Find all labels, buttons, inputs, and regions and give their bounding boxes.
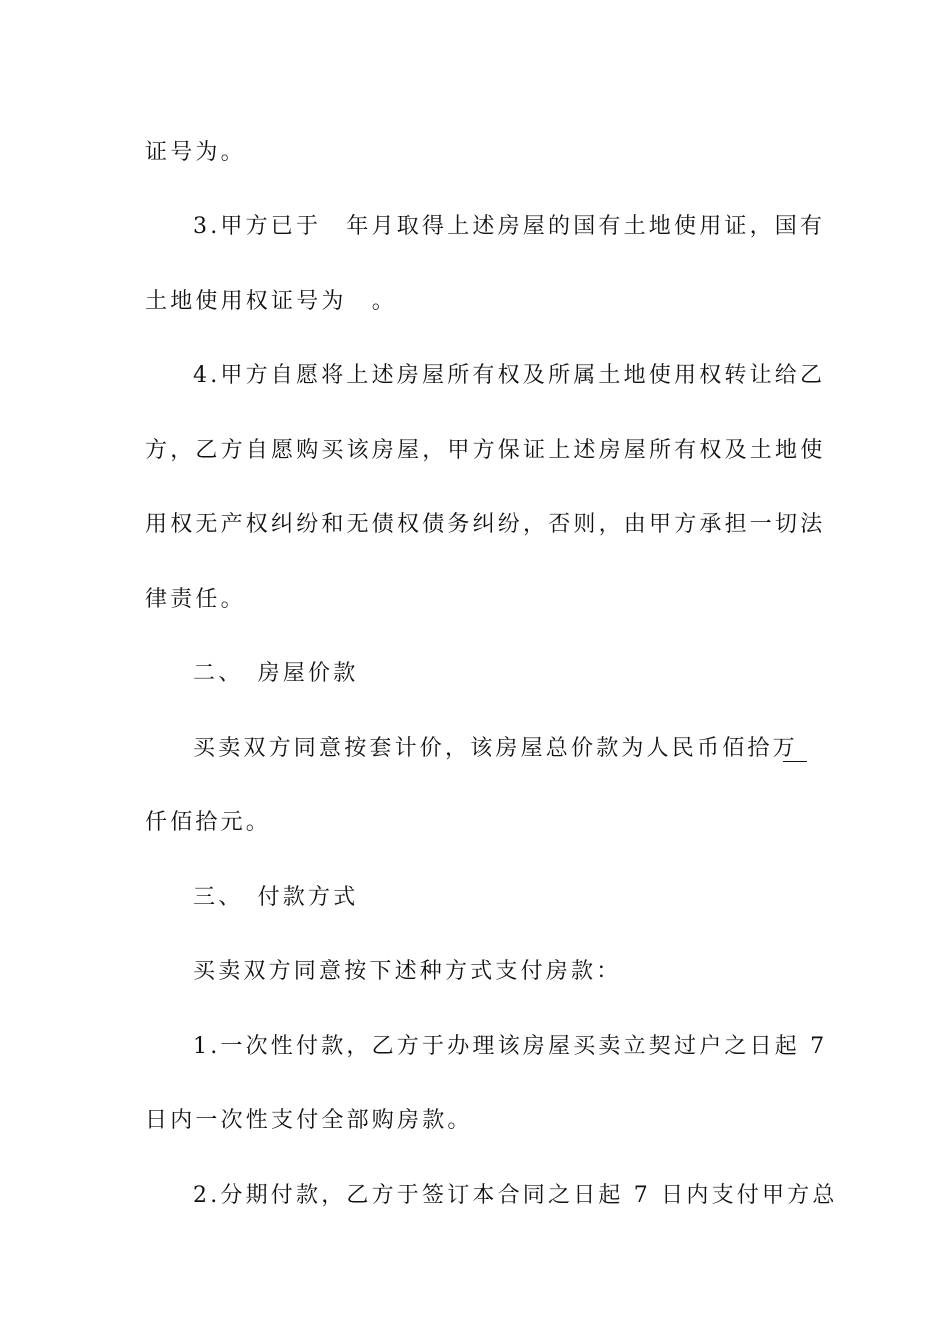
text-line: 土地使用权证号为 。 <box>145 289 398 314</box>
text-line: 买卖双方同意按下述种方式支付房款： <box>193 959 622 984</box>
blank-underline <box>783 737 807 762</box>
text-line: 日内一次性支付全部购房款。 <box>145 1108 473 1133</box>
text-line: 1.一次性付款，乙方于办理该房屋买卖立契过户之日起 7 <box>193 1034 828 1059</box>
section-heading: 二、 房屋价款 <box>193 661 359 686</box>
text-line: 买卖双方同意按套计价，该房屋总价款为人民币佰拾万 <box>193 736 798 761</box>
text-line: 方，乙方自愿购买该房屋，甲方保证上述房屋所有权及土地使 <box>145 438 826 463</box>
text-line: 证号为。 <box>145 140 246 165</box>
text-line: 仟佰拾元。 <box>145 810 272 835</box>
text-line: 律责任。 <box>145 587 246 612</box>
text-line: 3.甲方已于 年月取得上述房屋的国有土地使用证，国有 <box>193 214 826 239</box>
text-line: 4.甲方自愿将上述房屋所有权及所属土地使用权转让给乙 <box>193 363 826 388</box>
section-heading: 三、 付款方式 <box>193 885 359 910</box>
text-line: 2.分期付款，乙方于签订本合同之日起 7 日内支付甲方总 <box>193 1183 838 1208</box>
text-line: 用权无产权纠纷和无债权债务纠纷，否则，由甲方承担一切法 <box>145 512 826 537</box>
